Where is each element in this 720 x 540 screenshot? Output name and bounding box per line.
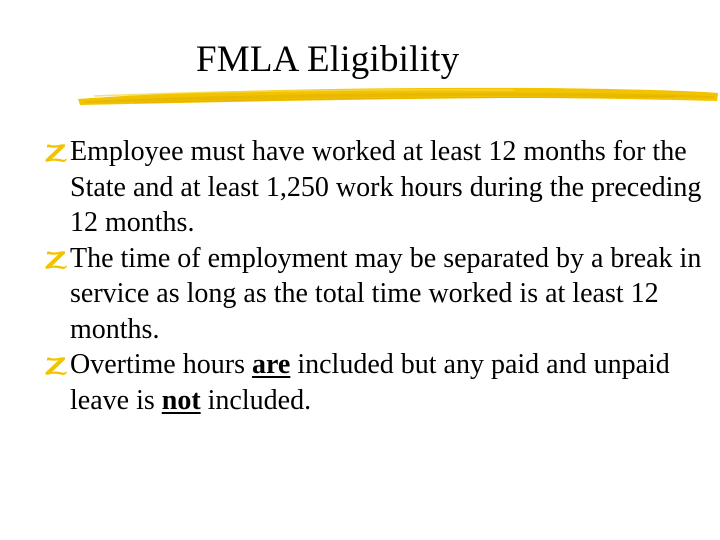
bullet-item (44, 134, 704, 241)
bullet-text: Employee must have worked at least 12 months for the State and at least 1,250 work hours during the preceding 12 months. (70, 136, 702, 238)
emphasis-are: are (251, 349, 291, 380)
bullet-text-end: included. (200, 384, 312, 416)
bullet-item (44, 241, 704, 348)
bullet-text: The time of employment may be separated by a break in service as long as the total time worked is at least 12 months. (70, 242, 702, 345)
bullet-text-start: Overtime hours (70, 349, 252, 380)
bullet-text-middle: included but any paid and unpaid leave is (70, 349, 670, 416)
slide-title: FMLA Eligibility (196, 39, 460, 80)
z-bullet-icon (44, 134, 68, 169)
emphasis-not: not (161, 384, 201, 416)
bullet-item (44, 347, 704, 418)
title-underline-brushstroke (74, 84, 720, 110)
bullet-list (44, 134, 704, 418)
z-bullet-icon (44, 347, 68, 382)
z-bullet-icon (44, 241, 68, 276)
